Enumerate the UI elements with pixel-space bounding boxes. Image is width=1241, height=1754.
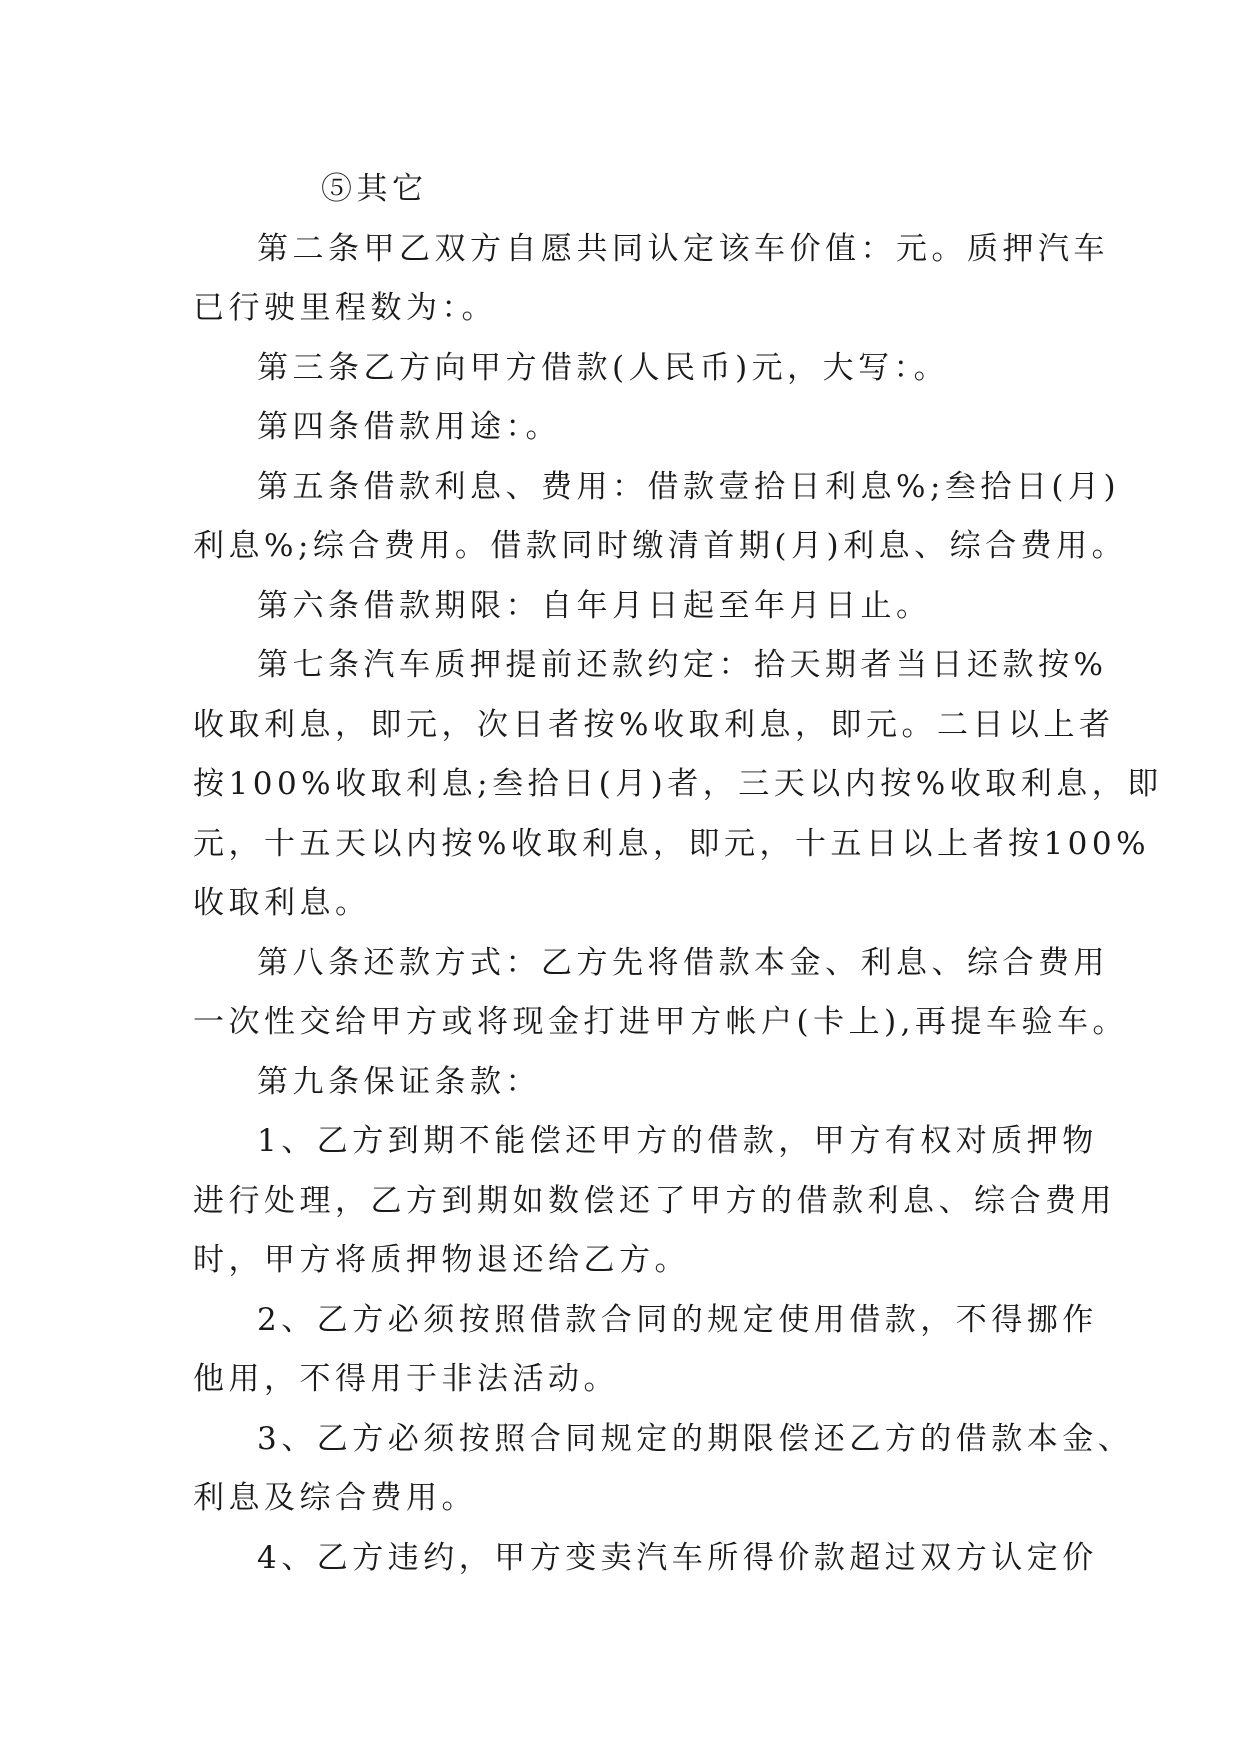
- text-line: 第三条乙方向甲方借款(人民币)元，大写：。: [257, 349, 950, 386]
- text-line: 1、乙方到期不能偿还甲方的借款，甲方有权对质押物: [257, 1123, 1098, 1159]
- text-line: 他用，不得用于非法活动。: [193, 1361, 619, 1397]
- paragraph-article-5: [193, 458, 1128, 577]
- text-line: 利息%;综合费用。借款同时缴清首期(月)利息、综合费用。: [193, 528, 1128, 564]
- paragraph-clause-4: [193, 1529, 1098, 1589]
- paragraph-clause-3: [193, 1410, 1134, 1529]
- paragraph-clause-2: [193, 1291, 1098, 1410]
- text-line: 第二条甲乙双方自愿共同认定该车价值：元。质押汽车: [257, 230, 1109, 267]
- text-line: 第四条借款用途：。: [257, 409, 561, 445]
- text-line: 4、乙方违约，甲方变卖汽车所得价款超过双方认定价: [257, 1539, 1098, 1576]
- paragraph-article-9: [193, 1053, 1053, 1113]
- text-line: 进行处理，乙方到期如数偿还了甲方的借款利息、综合费用: [193, 1182, 1116, 1219]
- text-line: 收取利息。: [193, 885, 371, 921]
- text-line: 第八条还款方式：乙方先将借款本金、利息、综合费用: [257, 944, 1109, 981]
- document-body: [193, 160, 1163, 1588]
- text-line: 按100%收取利息;叁拾日(月)者，三天以内按%收取利息，即: [193, 766, 1163, 802]
- paragraph-article-4: [193, 398, 1053, 458]
- paragraph-article-8: [193, 934, 1129, 1053]
- text-line: ⑤其它: [321, 171, 428, 207]
- paragraph-article-6: [193, 577, 1053, 637]
- text-line: 第九条保证条款：: [257, 1063, 541, 1100]
- paragraph-article-3: [193, 339, 1053, 399]
- text-line: 已行驶里程数为：。: [193, 290, 497, 326]
- text-line: 时，甲方将质押物退还给乙方。: [193, 1242, 690, 1278]
- text-line: 元，十五天以内按%收取利息，即元，十五日以上者按100%: [193, 825, 1151, 862]
- text-line: 第六条借款期限：自年月日起至年月日止。: [257, 587, 932, 624]
- paragraph-article-2: [193, 220, 1109, 339]
- text-line: 第七条汽车质押提前还款约定：拾天期者当日还款按%: [257, 647, 1108, 683]
- text-line: 利息及综合费用。: [193, 1480, 477, 1516]
- paragraph-article-7: [193, 636, 1163, 934]
- text-line: 3、乙方必须按照合同规定的期限偿还乙方的借款本金、: [257, 1420, 1134, 1457]
- text-line: 2、乙方必须按照借款合同的规定使用借款，不得挪作: [257, 1301, 1098, 1338]
- text-line: 第五条借款利息、费用：借款壹拾日利息%;叁拾日(月): [257, 468, 1121, 505]
- text-line: 收取利息，即元，次日者按%收取利息，即元。二日以上者: [193, 706, 1115, 743]
- text-line: 一次性交给甲方或将现金打进甲方帐户(卡上),再提车验车。: [193, 1004, 1129, 1040]
- paragraph-other: [193, 160, 1053, 220]
- paragraph-clause-1: [193, 1112, 1116, 1291]
